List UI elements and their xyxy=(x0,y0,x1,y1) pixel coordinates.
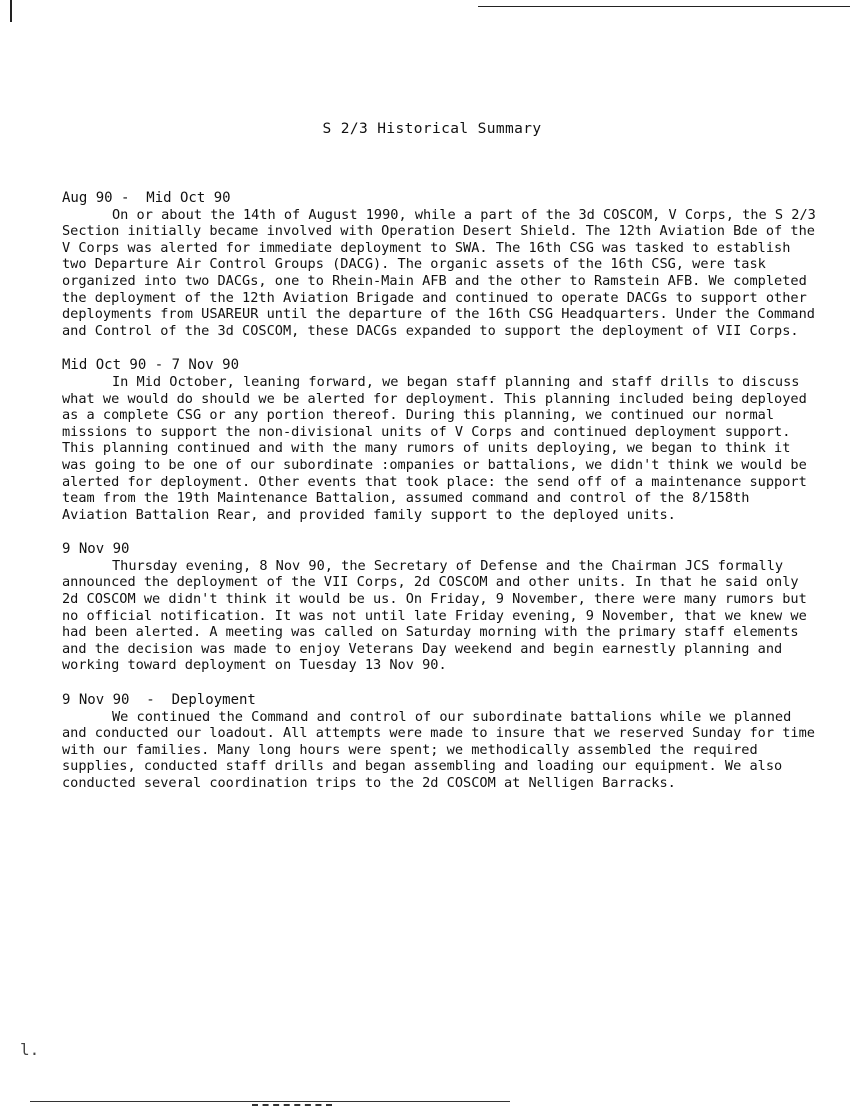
page-title: S 2/3 Historical Summary xyxy=(322,121,542,137)
section-heading: Aug 90 - Mid Oct 90 xyxy=(62,190,231,206)
document-body xyxy=(62,190,822,810)
scan-edge-left xyxy=(10,0,12,22)
section xyxy=(62,190,822,339)
section-paragraph: In Mid October, leaning forward, we began staff planning and staff drills to discuss what we would do should we be alerted for deployment. This planning included being deployed as a complete CSG or any portion thereof. During this planning, we continued our normal missions to support the non-divisional units of V Corps and continued deployment support. This planning continued and with the many rumors of units deploying, we began to think it was going to be one of our subordinate :ompanies or battalions, we didn't think we would be alerted for deployment. Other events that took place: the send off of a maintenance support team from the 19th Maintenance Battalion, assumed command and control of the 8/158th Aviation Battalion Rear, and provided family support to the deployed units. xyxy=(62,373,807,523)
section-heading: Mid Oct 90 - 7 Nov 90 xyxy=(62,357,240,374)
scan-edge-top xyxy=(478,6,850,7)
scan-edge-bottom-dash xyxy=(252,1104,332,1106)
section-heading: 9 Nov 90 - Deployment xyxy=(62,692,256,709)
section-paragraph: We continued the Command and control of our subordinate battalions while we planned and conducted our loadout. All attempts were made to insure that we reserved Sunday for time with our families. Many long hours were spent; we methodically assembled the required supplies, conducted staff drills and began assembling and loading our equipment. We also conducted several coordination trips to the 2d COSCOM at Nelligen Barracks. xyxy=(62,708,815,791)
section-paragraph: On or about the 14th of August 1990, while a part of the 3d COSCOM, V Corps, the S 2/3 Section initially became involved with Operation Desert Shield. The 12th Aviation Bde of the V Corps was alerted for immediate deployment to SWA. The 16th CSG was tasked to establish two Departure Air Control Groups (DACG). The organic assets of the 16th CSG, were task organized into two DACGs, one to Rhein-Main AFB and the other to Ramstein AFB. We completed the deployment of the 12th Aviation Brigade and continued to operate DACGs to support other deployments from USAREUR until the departure of the 16th CSG Headquarters. Under the Command and Control of the 3d COSCOM, these DACGs expanded to support the deployment of VII Corps. xyxy=(62,206,816,339)
section-paragraph: Thursday evening, 8 Nov 90, the Secretary of Defense and the Chairman JCS formally announced the deployment of the VII Corps, 2d COSCOM and other units. In that he said only 2d COSCOM we didn't think it would be us. On Friday, 9 November, there were many rumors but no official notification. It was not until late Friday evening, 9 November, that we knew we had been alerted. A meeting was called on Saturday morning with the primary staff elements and the decision was made to enjoy Veterans Day weekend and begin earnestly planning and working toward deployment on Tuesday 13 Nov 90. xyxy=(62,557,807,674)
section xyxy=(62,357,822,523)
margin-mark-lower-left: l. xyxy=(20,1040,40,1059)
section-heading: 9 Nov 90 xyxy=(62,541,130,558)
section xyxy=(62,692,822,792)
scan-edge-bottom xyxy=(30,1101,510,1102)
section xyxy=(62,541,822,674)
